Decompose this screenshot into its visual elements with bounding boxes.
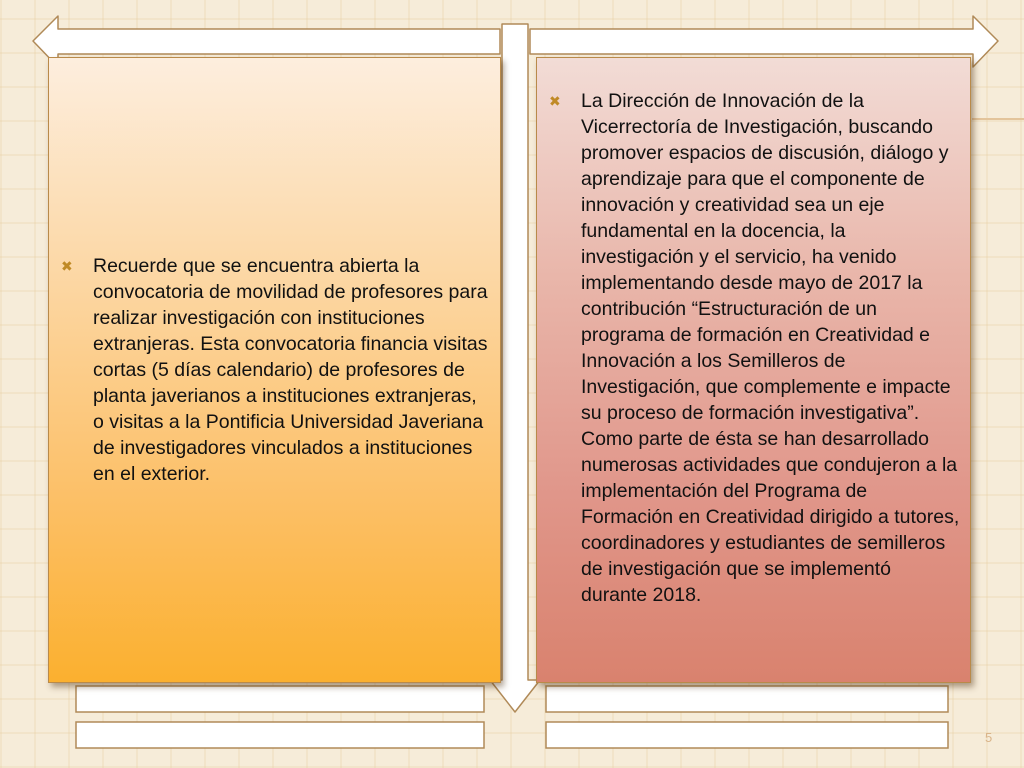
bottom-box-left-1 — [76, 686, 484, 712]
right-text-panel — [536, 57, 971, 683]
left-text-panel — [48, 57, 501, 683]
bottom-box-right-1 — [546, 686, 948, 712]
left-bullet-item — [49, 253, 500, 487]
x-bullet-icon: ✖ — [61, 258, 73, 274]
right-bullet-item — [537, 58, 970, 608]
bottom-box-left-2 — [76, 722, 484, 748]
right-bullet-text: La Dirección de Innovación de la Vicerrectoría de Investigación, buscando promover espacios de discusión, diálogo y aprendizaje para que el componente de innovación y creatividad sea un eje fundamental en la docencia, la investigación y el servicio, ha venido implementando desde mayo de 2017 la contribución “Estructuración de un programa de formación en Creatividad e Innovación a los Semilleros de Investigación, que complemente e impacte su proceso de formación investigativa”. Como parte de ésta se han desarrollado numerosas actividades que condujeron a la implementación del Programa de Formación en Creatividad dirigido a tutores, coordinadores y estudiantes de semilleros de investigación que se implementó durante 2018. — [581, 90, 960, 606]
page-number: 5 — [985, 730, 993, 745]
left-bullet-text: Recuerde que se encuentra abierta la convocatoria de movilidad de profesores para realizar investigación con instituciones extranjeras. Esta convocatoria financia visitas cortas (5 días calendario) de profesores de planta javerianos a instituciones extranjeras, o visitas a la Pontificia Universidad Javeriana de investigadores vinculados a instituciones en el exterior. — [93, 255, 488, 485]
bottom-box-right-2 — [546, 722, 948, 748]
x-bullet-icon: ✖ — [549, 93, 561, 109]
